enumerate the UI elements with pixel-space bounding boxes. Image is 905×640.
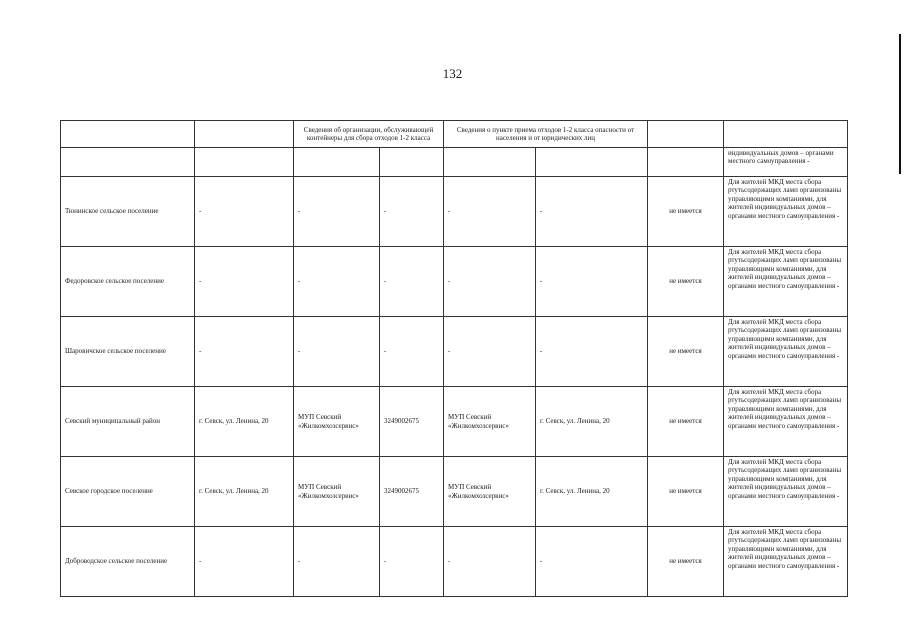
table-row: [61, 527, 848, 597]
status-text: не имеется: [648, 527, 724, 597]
table-row: [61, 177, 848, 247]
header-cell: [61, 121, 195, 148]
inn-value: 3249002675: [380, 457, 444, 527]
inn-value: 3249002675: [380, 387, 444, 457]
point-org: -: [444, 527, 536, 597]
settlement-name: Шаровичское сельское поселение: [61, 317, 195, 387]
inn-value: -: [380, 317, 444, 387]
service-org: МУП Севский «Жилкомхозсервис»: [294, 387, 380, 457]
settlement-name: Доброводское сельское поселение: [61, 527, 195, 597]
table-header-row: [61, 121, 848, 148]
status-text: не имеется: [648, 317, 724, 387]
status-text: не имеется: [648, 247, 724, 317]
table-row: [61, 387, 848, 457]
point-org: МУП Севский «Жилкомхозсервис»: [444, 457, 536, 527]
point-address: -: [536, 247, 648, 317]
page-number: 132: [442, 66, 463, 81]
settlement-name: Севское городское поселение: [61, 457, 195, 527]
carry-over-row: [61, 148, 848, 177]
carry-over-note: индивидуальных домов – органами местного самоуправления -: [724, 148, 848, 177]
inn-value: -: [380, 177, 444, 247]
settlement-name: Тюнинское сельское поселение: [61, 177, 195, 247]
point-org: -: [444, 177, 536, 247]
org-address: -: [195, 317, 294, 387]
scan-edge-mark: [899, 34, 901, 174]
service-org: -: [294, 317, 380, 387]
service-org: -: [294, 527, 380, 597]
status-text: не имеется: [648, 457, 724, 527]
point-address: г. Севск, ул. Ленина, 20: [536, 387, 648, 457]
note-text: Для жителей МКД места сбора ртутьсодержащих ламп организованы управляющими компаниями, для жителей индивидуальных домов – органами местного самоуправления -: [724, 317, 848, 387]
point-org: -: [444, 247, 536, 317]
point-address: -: [536, 527, 648, 597]
org-address: -: [195, 527, 294, 597]
table-row: [61, 317, 848, 387]
point-address: г. Севск, ул. Ленина, 20: [536, 457, 648, 527]
settlement-name: Севский муниципальный район: [61, 387, 195, 457]
header-point-group: Сведения о пункте приема отходов 1-2 класса опасности от населения и от юридических лиц: [444, 121, 648, 148]
org-address: г. Севск, ул. Ленина, 20: [195, 457, 294, 527]
service-org: МУП Севский «Жилкомхозсервис»: [294, 457, 380, 527]
status-text: не имеется: [648, 177, 724, 247]
inn-value: -: [380, 247, 444, 317]
table-row: [61, 457, 848, 527]
note-text: Для жителей МКД места сбора ртутьсодержащих ламп организованы управляющими компаниями, для жителей индивидуальных домов – органами местного самоуправления -: [724, 457, 848, 527]
status-text: не имеется: [648, 387, 724, 457]
note-text: Для жителей МКД места сбора ртутьсодержащих ламп организованы управляющими компаниями, для жителей индивидуальных домов – органами местного самоуправления -: [724, 387, 848, 457]
org-address: г. Севск, ул. Ленина, 20: [195, 387, 294, 457]
service-org: -: [294, 177, 380, 247]
org-address: -: [195, 247, 294, 317]
inn-value: -: [380, 527, 444, 597]
org-address: -: [195, 177, 294, 247]
point-org: -: [444, 317, 536, 387]
settlement-name: Федоровское сельское поселение: [61, 247, 195, 317]
header-org-group: Сведения об организации, обслуживающей контейнеры для сбора отходов 1-2 класса: [294, 121, 444, 148]
header-cell: [648, 121, 724, 148]
note-text: Для жителей МКД места сбора ртутьсодержащих ламп организованы управляющими компаниями, для жителей индивидуальных домов – органами местного самоуправления -: [724, 247, 848, 317]
note-text: Для жителей МКД места сбора ртутьсодержащих ламп организованы управляющими компаниями, для жителей индивидуальных домов – органами местного самоуправления -: [724, 177, 848, 247]
table-row: [61, 247, 848, 317]
service-org: -: [294, 247, 380, 317]
header-cell: [724, 121, 848, 148]
point-address: -: [536, 317, 648, 387]
point-org: МУП Севский «Жилкомхозсервис»: [444, 387, 536, 457]
header-cell: [195, 121, 294, 148]
waste-collection-table: [60, 120, 848, 597]
point-address: -: [536, 177, 648, 247]
note-text: Для жителей МКД места сбора ртутьсодержащих ламп организованы управляющими компаниями, для жителей индивидуальных домов – органами местного самоуправления -: [724, 527, 848, 597]
